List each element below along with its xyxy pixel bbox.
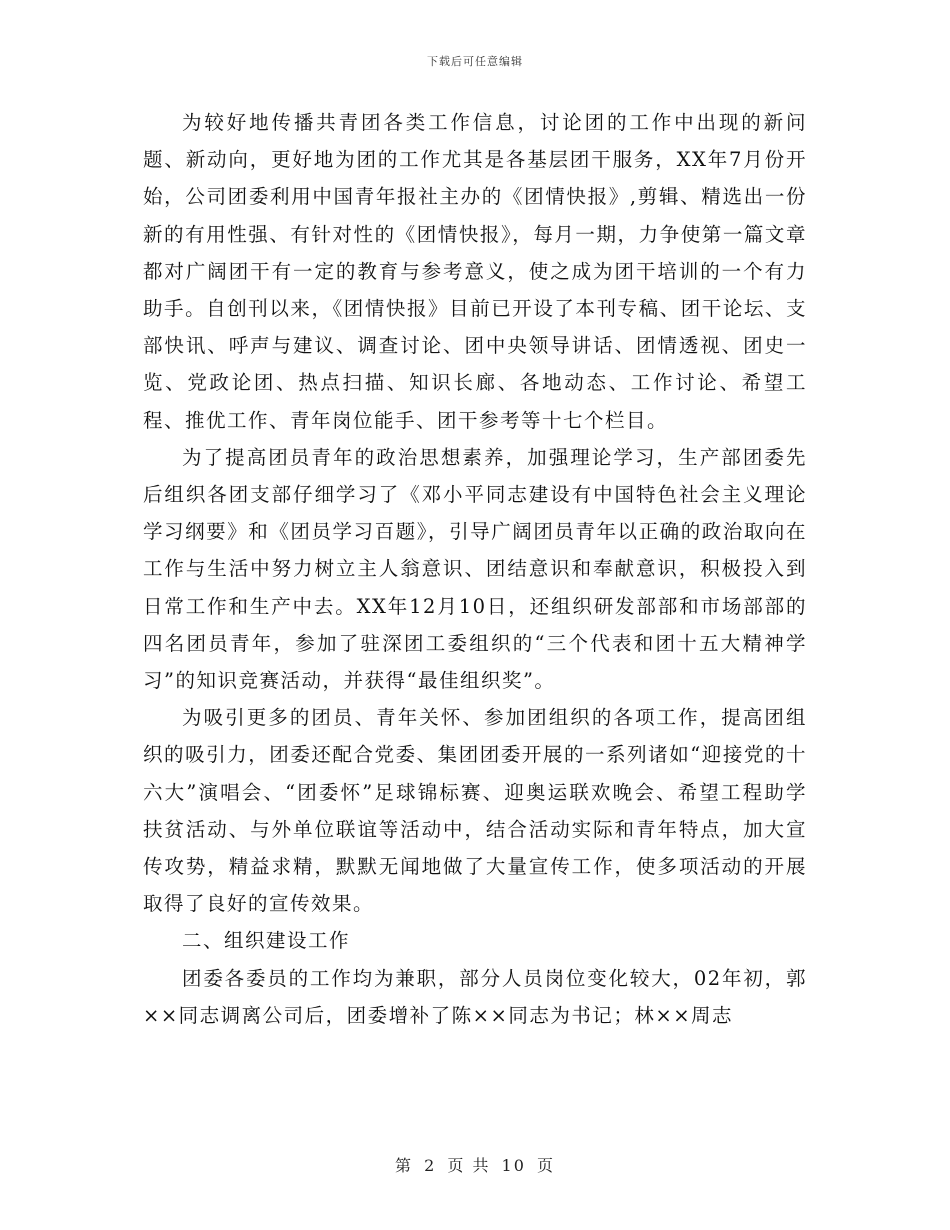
document-body <box>143 104 807 1034</box>
paragraph-organization: 团委各委员的工作均为兼职，部分人员岗位变化较大，02年初，郭××同志调离公司后，团委增补了陈××同志为书记；林××周志 <box>143 966 807 1027</box>
section-heading-organization: 二、组织建设工作 <box>182 929 351 953</box>
footer-current-page: 2 <box>424 1156 437 1175</box>
footer-total-pages: 10 <box>501 1156 526 1175</box>
footer-suffix: 页 <box>537 1156 556 1175</box>
page-footer <box>0 1153 950 1176</box>
paragraph-theory-study: 为了提高团员青年的政治思想素养，加强理论学习，生产部团委先后组织各团支部仔细学习了《邓小平同志建设有中国特色社会主义理论学习纲要》和《团员学习百题》，引导广阔团员青年以正确的政治取向在工作与生活中努力树立主人翁意识、团结意识和奉献意识，积极投入到日常工作和生产中去。XX年12月10日，还组织研发部部和市场部部的四名团员青年，参加了驻深团工委组织的“三个代表和团十五大精神学习”的知识竞赛活动，并获得“最佳组织奖”。 <box>143 445 807 693</box>
paragraph-activities: 为吸引更多的团员、青年关怀、参加团组织的各项工作，提高团组织的吸引力，团委还配合党委、集团团委开展的一系列诸如“迎接党的十六大”演唱会、“团委怀”足球锦标赛、迎奥运联欢晚会、希望工程助学扶贫活动、与外单位联谊等活动中，结合活动实际和青年特点，加大宣传攻势，精益求精，默默无闻地做了大量宣传工作，使多项活动的开展取得了良好的宣传效果。 <box>143 706 807 916</box>
footer-prefix: 第 <box>394 1156 413 1175</box>
paragraph-newsletter: 为较好地传播共青团各类工作信息，讨论团的工作中出现的新问题、新动向，更好地为团的工作尤其是各基层团干服务，XX年7月份开始，公司团委利用中国青年报社主办的《团情快报》,剪辑、精选出一份新的有用性强、有针对性的《团情快报》，每月一期，力争使第一篇文章都对广阔团干有一定的教育与参考意义，使之成为团干培训的一个有力助手。自创刊以来，《团情快报》目前已开设了本刊专稿、团干论坛、支部快讯、呼声与建议、调查讨论、团中央领导讲话、团情透视、团史一览、党政论团、热点扫描、知识长廊、各地动态、工作讨论、希望工程、推优工作、青年岗位能手、团干参考等十七个栏目。 <box>143 111 807 432</box>
page-header: 下载后可任意编辑 <box>427 55 523 68</box>
footer-middle: 页 共 <box>447 1156 491 1175</box>
